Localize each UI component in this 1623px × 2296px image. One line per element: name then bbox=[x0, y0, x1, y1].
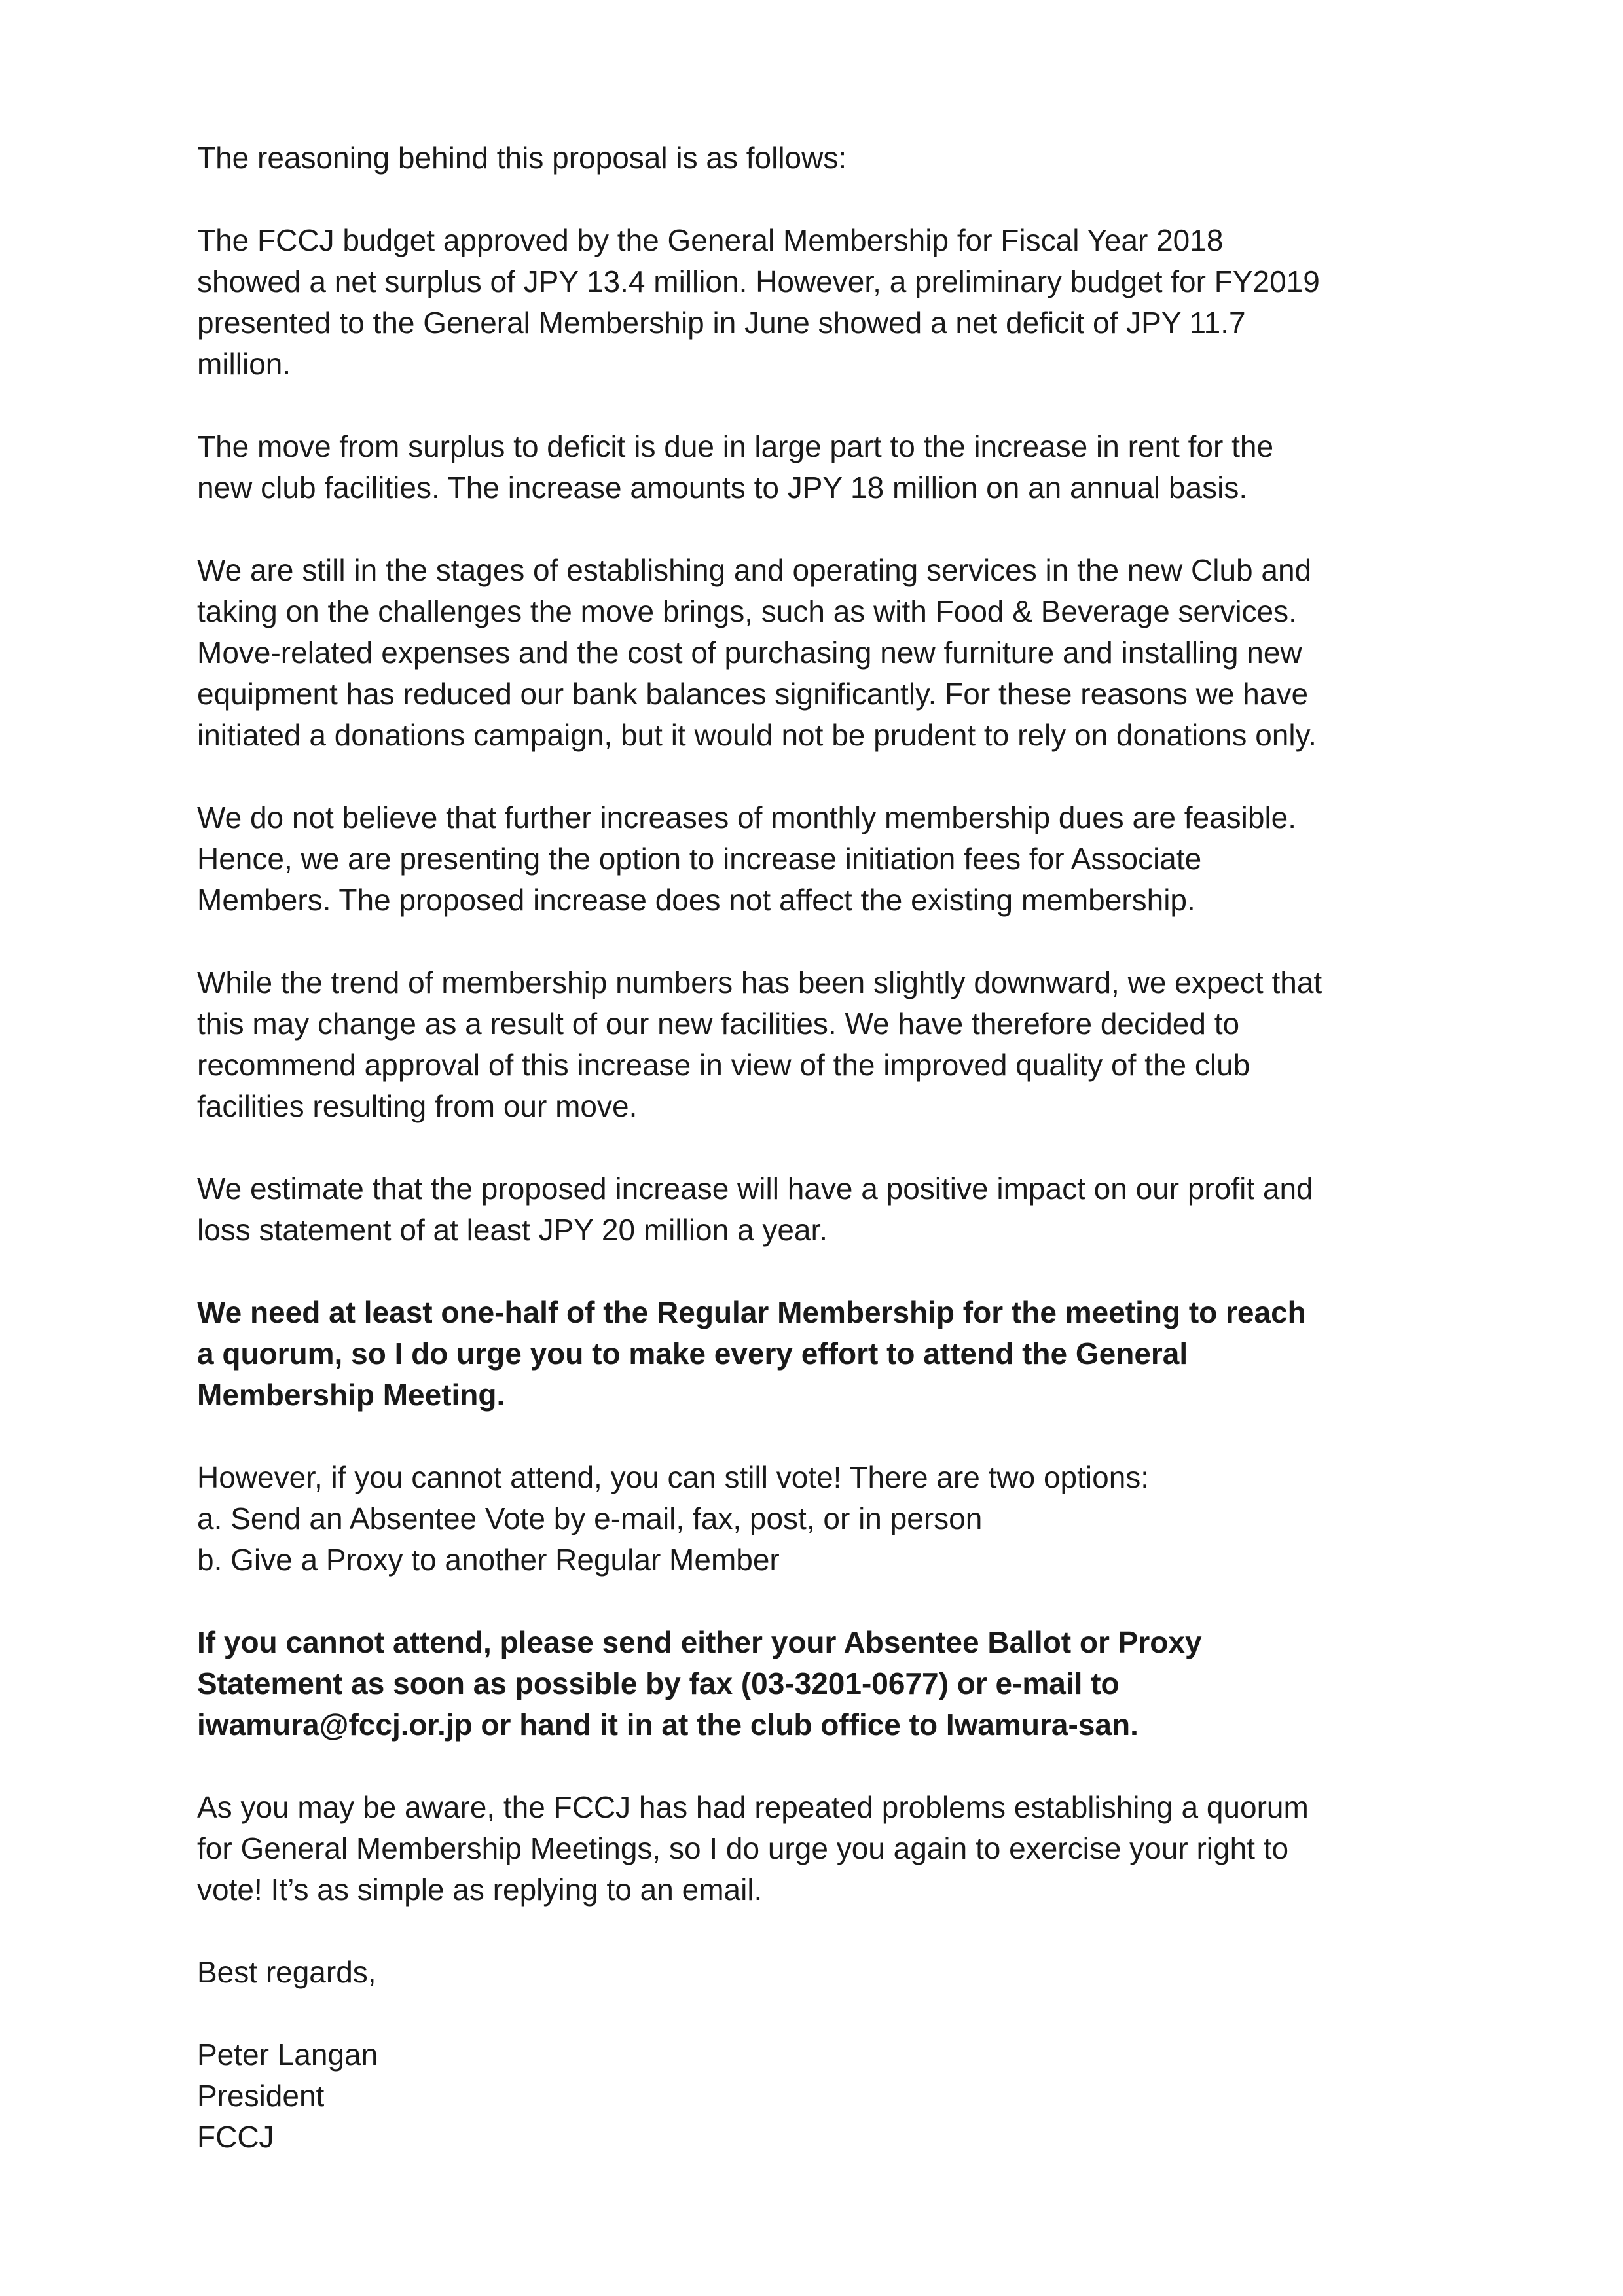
intro-paragraph: The reasoning behind this proposal is as follows: bbox=[197, 141, 847, 175]
letter-body bbox=[197, 137, 1480, 2158]
closing-line: Best regards, bbox=[197, 1955, 376, 1989]
dues-paragraph: We do not believe that further increases of monthly membership dues are feasible. Hence, we are presenting the option to increase initiation fees for Associate Members. The proposed increase does not affect the existing membership. bbox=[197, 800, 1297, 917]
cannot-attend-paragraph: If you cannot attend, please send either your Absentee Ballot or Proxy Statement as soon as possible by fax (03-3201-0677) or e-mail to iwamura@fccj.or.jp or hand it in at the club office to Iwamura-san. bbox=[197, 1625, 1202, 1742]
signature-title: President bbox=[197, 2079, 325, 2113]
estimate-paragraph: We estimate that the proposed increase will have a positive impact on our profit and loss statement of at least JPY 20 million a year. bbox=[197, 1172, 1313, 1247]
signature-name: Peter Langan bbox=[197, 2037, 378, 2072]
options-paragraph: However, if you cannot attend, you can still vote! There are two options: a. Send an Absentee Vote by e-mail, fax, post, or in person b. Give a Proxy to another Regular Member bbox=[197, 1460, 1150, 1577]
budget-paragraph: The FCCJ budget approved by the General Membership for Fiscal Year 2018 showed a net surplus of JPY 13.4 million. However, a preliminary budget for FY2019 presented to the General Membership in June showed a net deficit of JPY 11.7 million. bbox=[197, 223, 1320, 381]
signature-block bbox=[197, 2034, 1480, 2158]
rent-paragraph: The move from surplus to deficit is due in large part to the increase in rent for the new club facilities. The increase amounts to JPY 18 million on an annual basis. bbox=[197, 429, 1274, 505]
services-paragraph: We are still in the stages of establishing and operating services in the new Club and taking on the challenges the move brings, such as with Food & Beverage services. Move-related expenses and the cost of purchasing new furniture and installing new equipment has reduced our bank balances significantly. For these reasons we have initiated a donations campaign, but it would not be prudent to rely on donations only. bbox=[197, 553, 1317, 752]
trend-paragraph: While the trend of membership numbers has been slightly downward, we expect that this may change as a result of our new facilities. We have therefore decided to recommend approval of this increase in view of the improved quality of the club facilities resulting from our move. bbox=[197, 965, 1322, 1123]
problems-paragraph: As you may be aware, the FCCJ has had repeated problems establishing a quorum for General Membership Meetings, so I do urge you again to exercise your right to vote! It’s as simple as replying to an email. bbox=[197, 1790, 1309, 1907]
signature-organization: FCCJ bbox=[197, 2120, 274, 2154]
quorum-paragraph: We need at least one-half of the Regular Membership for the meeting to reach a quorum, so I do urge you to make every effort to attend the General Membership Meeting. bbox=[197, 1295, 1306, 1412]
